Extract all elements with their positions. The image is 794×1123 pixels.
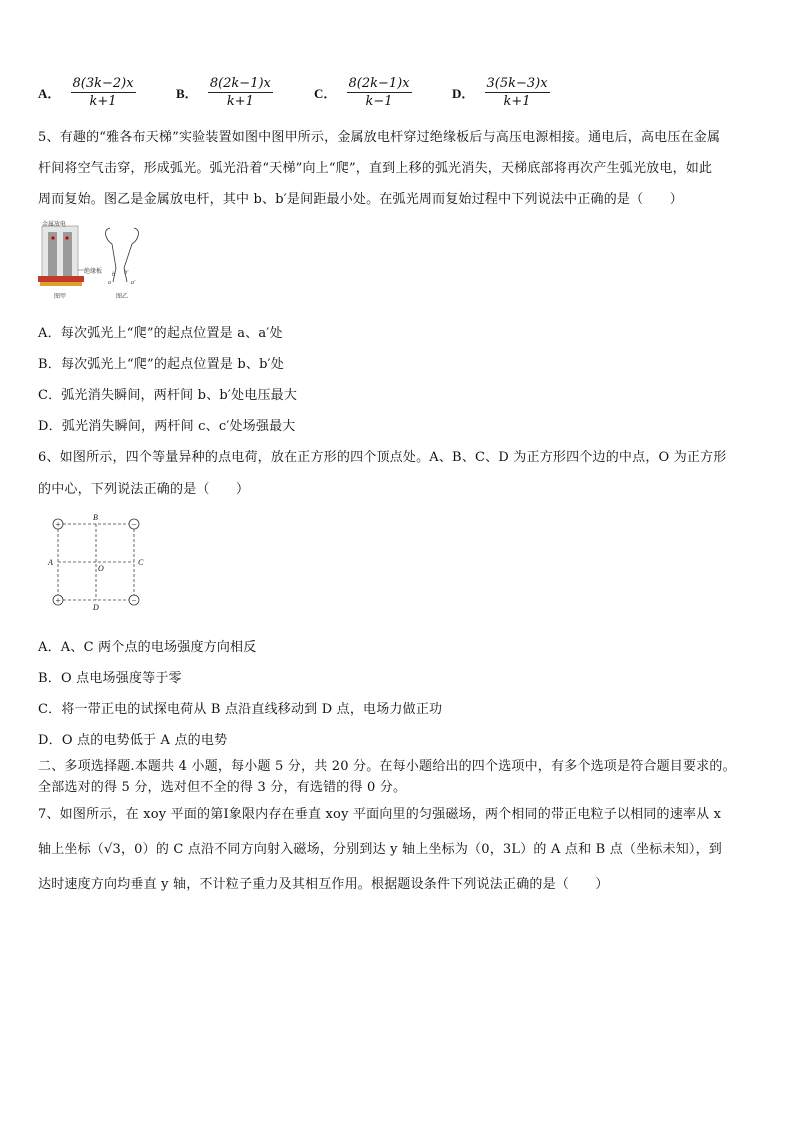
- label-a: a: [108, 280, 111, 286]
- q4-option-a[interactable]: [38, 76, 136, 109]
- fraction-numerator: 3(5k−3)x: [486, 76, 548, 91]
- fig-jia-caption: 图甲: [54, 294, 67, 300]
- option-fraction: [208, 76, 273, 109]
- q5-stem-line2: 杆间将空气击穿，形成弧光。弧光沿着“天梯”向上“爬”，直到上移的弧光消失，天梯底部将再次产生弧光放电，如此: [38, 161, 713, 176]
- q5-option-d[interactable]: D．弧光消失瞬间，两杆间 c、c′处场强最大: [38, 419, 296, 434]
- point-d-label: D: [93, 603, 99, 612]
- option-fraction: [71, 76, 136, 109]
- point-b-label: B: [93, 513, 98, 522]
- plus-charge-top-left: +: [55, 519, 61, 530]
- option-label: D．: [452, 86, 475, 101]
- fraction-numerator: 8(2k−1)x: [209, 76, 271, 91]
- q7-stem-line3: 达时速度方向均垂直 y 轴，不计粒子重力及其相互作用。根据题设条件下列说法正确的是（ ）: [38, 877, 609, 892]
- point-o-label: O: [98, 564, 104, 573]
- plus-charge-bottom-left: +: [55, 595, 61, 606]
- q6-option-d[interactable]: D．O 点的电势低于 A 点的电势: [38, 733, 228, 748]
- option-fraction: [485, 76, 550, 109]
- option-label: C．: [314, 86, 337, 101]
- q6-figure: [44, 508, 148, 612]
- option-fraction: [347, 76, 412, 109]
- q5-option-c[interactable]: C．弧光消失瞬间，两杆间 b、b′处电压最大: [38, 388, 298, 403]
- rod-label: 金属放电: [42, 222, 67, 228]
- q5-stem-line1: 5、有趣的“雅各布天梯”实验装置如图中图甲所示，金属放电杆穿过绝缘板后与高压电源相接。通电后，高电压在金属: [38, 130, 721, 145]
- label-b-prime: b′: [124, 270, 129, 276]
- q6-option-c[interactable]: C．将一带正电的试探电荷从 B 点沿直线移动到 D 点，电场力做正功: [38, 702, 443, 717]
- q5-stem-line3: 周而复始。图乙是金属放电杆，其中 b、b′是间距最小处。在弧光周而复始过程中下列说法中正确的是（ ）: [38, 192, 683, 207]
- section2-line1: 二、多项选择题.本题共 4 小题，每小题 5 分，共 20 分。在每小题给出的四个选项中，有多个选项是符合题目要求的。: [38, 759, 736, 774]
- q6-option-a[interactable]: A．A、C 两个点的电场强度方向相反: [38, 640, 257, 655]
- fraction-numerator: 8(3k−2)x: [72, 76, 134, 91]
- q5-option-a[interactable]: A．每次弧光上“爬”的起点位置是 a、a′处: [38, 326, 283, 341]
- label-b: b: [112, 272, 115, 278]
- fig-yi-caption: 图乙: [116, 294, 129, 300]
- q7-stem-line1: 7、如图所示，在 xoy 平面的第Ⅰ象限内存在垂直 xoy 平面向里的匀强磁场，两个相同的带正电粒子以相同的速率从 x: [38, 807, 722, 822]
- plate-label: 绝缘板: [84, 269, 103, 275]
- fraction-denominator: k−1: [365, 94, 393, 109]
- option-label: A．: [38, 86, 61, 101]
- q4-option-b[interactable]: [176, 76, 273, 109]
- minus-charge-bottom-right: −: [131, 595, 137, 606]
- minus-charge-top-right: −: [131, 519, 137, 530]
- point-a-label: A: [48, 558, 53, 567]
- q7-stem-line2: 轴上坐标（√3，0）的 C 点沿不同方向射入磁场，分别到达 y 轴上坐标为（0，3L）的 A 点和 B 点（坐标未知），到: [38, 842, 722, 857]
- fraction-denominator: k+1: [226, 94, 254, 109]
- fraction-denominator: k+1: [503, 94, 531, 109]
- q5-option-b[interactable]: B．每次弧光上“爬”的起点位置是 b、b′处: [38, 357, 284, 372]
- q6-stem-line2: 的中心，下列说法正确的是（ ）: [38, 482, 250, 497]
- section2-line2: 全部选对的得 5 分，选对但不全的得 3 分，有选错的得 0 分。: [38, 780, 407, 795]
- fraction-numerator: 8(2k−1)x: [348, 76, 410, 91]
- fraction-denominator: k+1: [89, 94, 117, 109]
- q4-option-c[interactable]: [314, 76, 412, 109]
- q5-figure: [36, 218, 166, 302]
- q4-option-d[interactable]: [452, 76, 550, 109]
- label-a-prime: a′: [131, 280, 136, 286]
- option-label: B．: [176, 86, 198, 101]
- point-c-label: C: [138, 558, 144, 567]
- q6-stem-line1: 6、如图所示，四个等量异种的点电荷，放在正方形的四个顶点处。A、B、C、D 为正方形四个边的中点，O 为正方形: [38, 450, 727, 465]
- q6-option-b[interactable]: B．O 点电场强度等于零: [38, 671, 182, 686]
